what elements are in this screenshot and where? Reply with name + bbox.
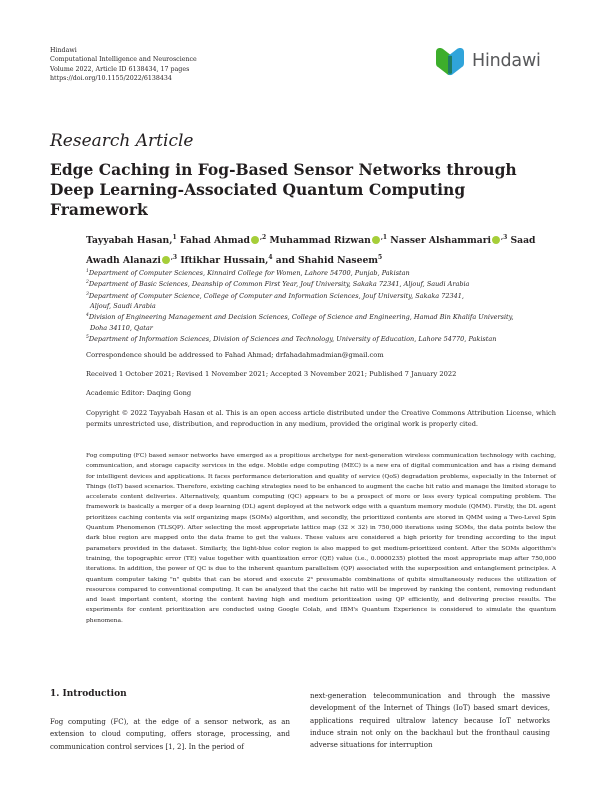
doi-link[interactable]: https://doi.org/10.1155/2022/6138434 (50, 75, 172, 83)
author-affiliation-mark: ,3 (170, 254, 178, 262)
paper-title: Edge Caching in Fog-Based Sensor Networks through Deep Learning-Associated Quantum Computing Framework (50, 160, 517, 219)
correspondence-line: Correspondence should be addressed to Fahad Ahmad; drfahadahmadmian@gmail.com (86, 351, 384, 359)
author-name: and Shahid Naseem (275, 255, 379, 267)
affiliation-line: $^3$Department of Computer Science, College of Computer and Information Sciences, Jouf University, Sakaka 72341, (86, 291, 464, 300)
author-affiliation-mark: ,2 (259, 234, 267, 241)
hindawi-logo-icon (432, 46, 468, 76)
journal-name: Computational Intelligence and Neuroscience (50, 56, 197, 64)
affiliation-line: Doha 34110, Qatar (90, 323, 153, 332)
academic-editor: Academic Editor: Daqing Gong (86, 389, 192, 397)
affiliation-number: 1 (86, 269, 89, 274)
journal-info (50, 46, 197, 84)
publisher-name: Hindawi (50, 47, 77, 54)
section-title: Introduction (62, 689, 127, 699)
affiliation-line: $^4$Division of Engineering Management and Decision Sciences, College of Science and Engineering, Hamad Bin Khalifa University, (86, 313, 514, 322)
affiliation-line: $^5$Department of Information Sciences, Division of Sciences and Technology, University of Education, Lahore 54770, Pakistan (86, 334, 497, 343)
article-type: Research Article (50, 131, 194, 151)
orcid-icon[interactable] (162, 256, 170, 264)
orcid-icon[interactable] (372, 236, 380, 244)
affiliation-list (86, 267, 556, 344)
affiliation-line: $^2$Department of Basic Sciences, Deanship of Common First Year, Jouf University, Sakaka 72341, Aljouf, Saudi Arabia (86, 280, 470, 289)
author-affiliation-mark: ,1 (380, 234, 388, 241)
affiliation-line: $^1$Department of Computer Sciences, Kinnaird College for Women, Lahore 54700, Punjab, Pakistan (86, 269, 410, 278)
author-affiliation-mark: 1 (172, 234, 177, 241)
intro-left-column: Fog computing (FC), at the edge of a sensor network, as an extension to cloud computing, offers storage, processing, and communication control services [1, 2]. In the period of (50, 718, 290, 751)
copyright-notice: Copyright © 2022 Tayyabah Hasan et al. This is an open access article distributed under the Creative Commons Attribution License, which permits unrestricted use, distribution, and reproduction in any medium, provided the original work is properly cited. (86, 409, 556, 428)
author-name: Fahad Ahmad (179, 235, 250, 247)
intro-right-column: next-generation telecommunication and through the massive development of the Internet of Things (IoT) based smart devices, applications required ultralow latency because IoT networks induce strain not only on the backhaul but the fronthaul causing adverse situations for interruption (310, 692, 550, 750)
author-name: Muhammad Rizwan (269, 235, 371, 247)
publication-dates: Received 1 October 2021; Revised 1 November 2021; Accepted 3 November 2021; Published 7 January 2022 (86, 370, 457, 378)
author-name: Tayyabah Hasan, (86, 235, 173, 247)
affiliation-number: 2 (86, 280, 89, 286)
affiliation-number: 3 (86, 291, 89, 297)
hindawi-logo (432, 46, 556, 76)
abstract-text: Fog computing (FC) based sensor networks have emerged as a propitious archetype for next-generation wireless communication technology with caching, communication, and storage capacity services in the edge. Mobile edge computing (MEC) is a new era of digital communication and has a rising demand for intelligent devices and applications. It faces performance deterioration and quality of service (QoS) degradation problems, especially in the Internet of Things (IoT) based scenarios. Therefore, existing caching strategies need to be enhanced to augment the cache hit ratio and manage the limited storage to accelerate content deliveries. Alternatively, quantum computing (QC) appears to be a prospect of more or less every typical computing problem. The framework is basically a merger of a deep learning (DL) agent deployed at the network edge with a quantum memory module (QMM). Firstly, the DL agent prioritizes caching contents via self organizing maps (SOMs) algorithm, and secondly, the prioritized contents are stored in QMM using a Two-Level Spin Quantum Phenomenon (TLSQP). After selecting the most appropriate lattice map (32 × 32) in 750,000 iterations using SOMs, the data points below the dark blue region are mapped onto the data frame to get the values. These values are considered a high priority for trending according to the input parameters provided in the dataset. Similarly, the light-blue color region is also mapped to get medium-prioritized content. After the SOMs algorithm's training, the topographic error (TE) value together with quantization error (QE) value (i.e., 0.0000235) plotted the most appropriate map after 750,000 iterations. In addition, the power of QC is due to the inherent quantum parallelism (QP) associated with the superposition and entanglement principles. A quantum computer taking "n" qubits that can be stored and execute 2ⁿ presumable combinations of qubits simultaneously reduces the utilization of resources compared to conventional computing. It can be analyzed that the cache hit ratio will be improved by ranking the content, removing redundant and least important content, storing the content having high and medium prioritization using QP efficiently, and delivering precise results. The experiments for content prioritization are conducted using Google Colab, and IBM's Quantum Experience is considered to simulate the quantum phenomena. (86, 452, 556, 624)
orcid-icon[interactable] (492, 236, 500, 244)
author-name: Saad Awadh Alanazi (86, 235, 536, 267)
author-name: Iftikhar Hussain, (180, 255, 269, 267)
affiliation-line: Aljouf, Saudi Arabia (90, 302, 156, 311)
volume-info: Volume 2022, Article ID 6138434, 17 pages (50, 65, 190, 73)
author-list (86, 229, 556, 269)
section-number: 1. (50, 689, 60, 699)
affiliation-number: 4 (86, 313, 89, 319)
orcid-icon[interactable] (251, 236, 259, 244)
author-name: Nasser Alshammari (390, 235, 492, 247)
author-affiliation-mark: ,3 (501, 234, 508, 241)
author-affiliation-mark: 4 (268, 254, 273, 262)
affiliation-number: 5 (86, 334, 89, 340)
section-heading (50, 689, 127, 699)
hindawi-logo-text: Hindawi (472, 51, 541, 71)
author-affiliation-mark: 5 (378, 254, 383, 262)
